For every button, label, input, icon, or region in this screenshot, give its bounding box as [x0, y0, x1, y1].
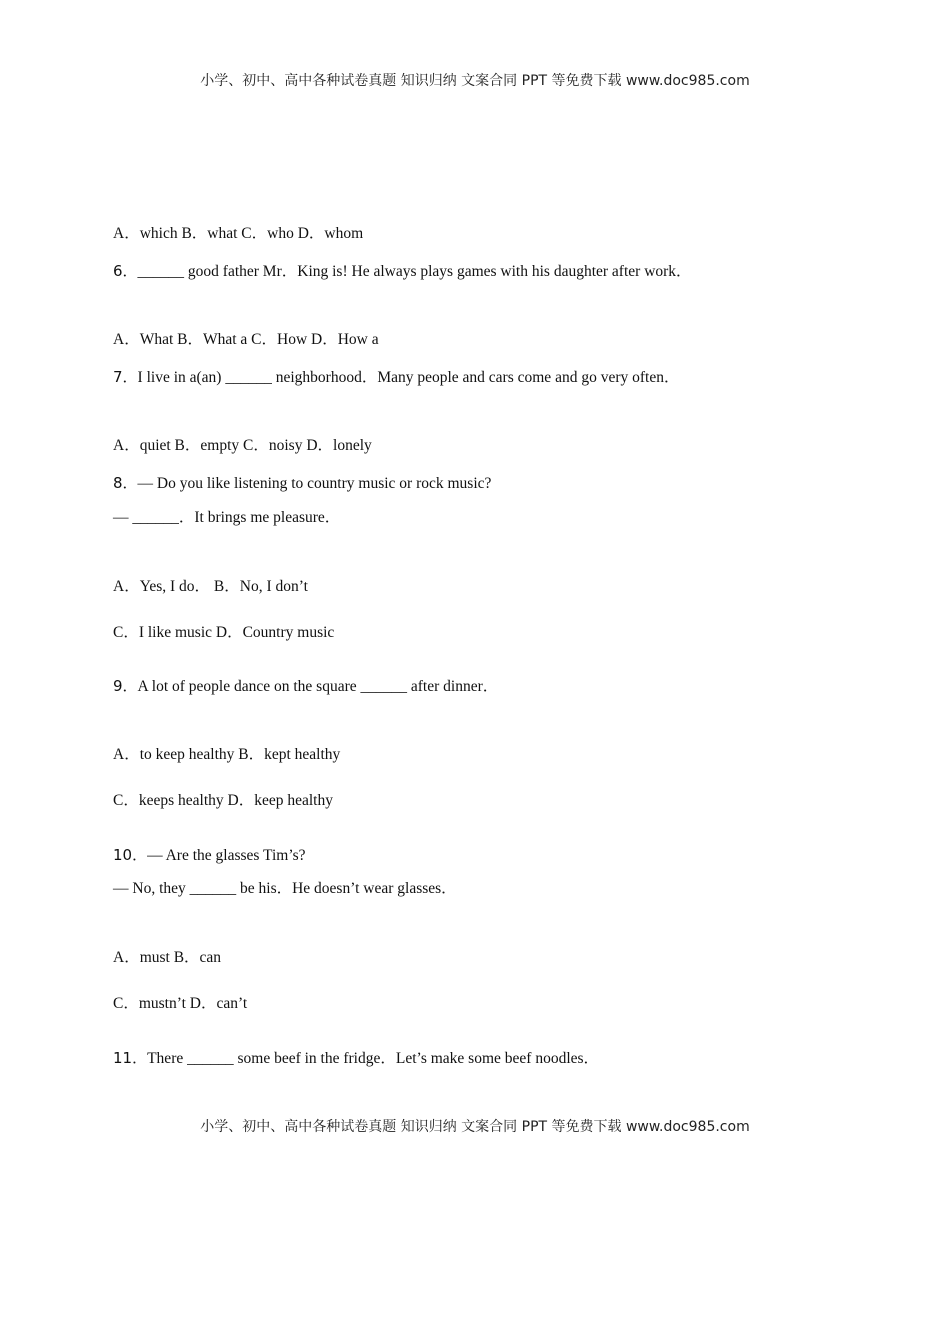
page-header: 小学、初中、高中各种试卷真题 知识归纳 文案合同 PPT 等免费下载 www.doc985.com — [200, 73, 750, 89]
q7-options: A．quiet B．empty C．noisy D．lonely — [113, 437, 372, 454]
question-number: 6． — [113, 262, 138, 280]
question-text: — Do you like listening to country music or rock music? — [137, 475, 492, 492]
question-8 — [113, 473, 491, 494]
q8-answer-line: — ______．It brings me pleasure． — [113, 509, 341, 526]
question-number: 8． — [113, 474, 138, 492]
question-number: 7． — [113, 368, 138, 386]
q10-options-cd: C．mustn’t D．can’t — [113, 995, 248, 1012]
question-text: ______ good father Mr．King is! He always plays games with his daughter after work． — [137, 263, 692, 280]
q9-options-ab: A．to keep healthy B．kept healthy — [113, 746, 341, 763]
q5-options: A．which B．what C．who D．whom — [113, 225, 364, 242]
question-number: 11． — [113, 1049, 148, 1067]
question-7 — [113, 367, 679, 388]
q6-options: A．What B．What a C．How D．How a — [113, 331, 379, 348]
question-9 — [113, 676, 498, 697]
question-text: There ______ some beef in the fridge．Let’s make some beef noodles． — [147, 1050, 600, 1067]
question-6 — [113, 261, 692, 282]
question-text: — Are the glasses Tim’s? — [147, 847, 306, 864]
q8-options-cd: C．I like music D．Country music — [113, 624, 335, 641]
question-11 — [113, 1048, 599, 1069]
question-10 — [113, 845, 306, 866]
question-text: I live in a(an) ______ neighborhood．Many people and cars come and go very often． — [137, 369, 680, 386]
question-number: 9． — [113, 677, 138, 695]
page-footer: 小学、初中、高中各种试卷真题 知识归纳 文案合同 PPT 等免费下载 www.doc985.com — [200, 1119, 750, 1135]
question-number: 10． — [113, 846, 148, 864]
q10-options-ab: A．must B．can — [113, 949, 222, 966]
q9-options-cd: C．keeps healthy D．keep healthy — [113, 792, 333, 809]
q8-options-ab: A．Yes, I do． B．No, I don’t — [113, 578, 308, 595]
q10-answer-line: — No, they ______ be his．He doesn’t wear glasses． — [113, 880, 457, 897]
question-text: A lot of people dance on the square ______ after dinner． — [137, 678, 499, 695]
